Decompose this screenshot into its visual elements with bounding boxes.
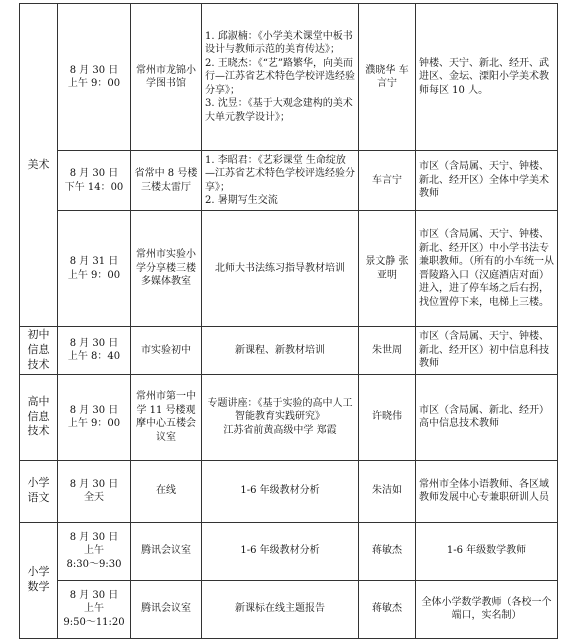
date-cell bbox=[58, 374, 131, 460]
date-cell bbox=[58, 4, 131, 151]
time-line: 上午 bbox=[84, 545, 104, 557]
date-line: 8 月 30 日 bbox=[69, 337, 119, 349]
content-line: 1. 李昭君：《艺彩课堂 生命绽放—江苏省艺术特色学校评选经验分享》； bbox=[205, 154, 355, 193]
time-line: 上午 8：40 bbox=[67, 351, 121, 363]
date-cell bbox=[58, 211, 131, 327]
table-row bbox=[20, 151, 558, 211]
content-line: 江苏省前黄高级中学 郑霞 bbox=[223, 424, 337, 436]
subject-cell: 小学数学 bbox=[20, 522, 58, 638]
content-cell bbox=[202, 151, 359, 211]
audience-cell: 市区（含局属、天宁、钟楼、新北、经开区）中小学书法专兼职教师。（所有的小车统一从晋陵路入口（汉庭酒店对面）进入，进了停车场之后右拐，找位置停下来，电梯上三楼。 bbox=[416, 211, 558, 327]
time-line: 上午 9：00 bbox=[67, 78, 121, 89]
time-line: 上午 bbox=[84, 603, 104, 615]
venue-cell: 省常中 8 号楼三楼太雷厅 bbox=[131, 151, 202, 211]
date-line: 8 月 30 日 bbox=[69, 531, 119, 543]
table-row bbox=[20, 374, 558, 460]
content-cell bbox=[202, 211, 359, 327]
content-line: 专题讲座：《基于实验的高中人工智能教育实践研究》 bbox=[207, 397, 353, 423]
audience-cell: 常州市全体小语教师、各区域教师发展中心专兼职研训人员 bbox=[416, 460, 558, 522]
date-cell bbox=[58, 580, 131, 638]
person-cell: 车言宁 bbox=[359, 151, 416, 211]
audience-cell: 钟楼、天宁、新北、经开、武进区、金坛、溧阳小学美术教师每区 10 人。 bbox=[416, 4, 558, 151]
venue-cell: 腾讯会议室 bbox=[131, 522, 202, 580]
time-line: 下午 14：00 bbox=[64, 181, 124, 193]
person-cell: 景文静 张亚明 bbox=[359, 211, 416, 327]
date-line: 8 月 30 日 bbox=[69, 589, 119, 601]
date-line: 8 月 30 日 bbox=[69, 478, 119, 490]
content-line: 新课标在线主题报告 bbox=[235, 603, 325, 615]
date-line: 8 月 30 日 bbox=[69, 64, 119, 76]
time-range-line: 9:50～11:20 bbox=[63, 616, 125, 628]
content-cell bbox=[202, 327, 359, 375]
content-cell bbox=[202, 460, 359, 522]
content-line: 2. 王晓杰：《“艺”路繁华，向美而行—江苏省艺术特色学校评选经验分享》； bbox=[205, 57, 355, 96]
person-cell: 蒋敏杰 bbox=[359, 580, 416, 638]
person-cell: 许晓伟 bbox=[359, 374, 416, 460]
venue-cell: 在线 bbox=[131, 460, 202, 522]
time-line: 上午 9：00 bbox=[67, 269, 121, 281]
subject-cell: 初中信息技术 bbox=[20, 327, 58, 375]
venue-cell: 腾讯会议室 bbox=[131, 580, 202, 638]
time-line: 上午 9：00 bbox=[67, 418, 121, 430]
content-line: 1-6 年级教材分析 bbox=[240, 545, 320, 557]
table-row bbox=[20, 327, 558, 375]
subject-cell: 小学语文 bbox=[20, 460, 58, 522]
date-cell bbox=[58, 460, 131, 522]
date-line: 8 月 30 日 bbox=[69, 404, 119, 416]
content-cell bbox=[202, 374, 359, 460]
content-line: 新课程、新教材培训 bbox=[235, 344, 325, 356]
content-cell bbox=[202, 580, 359, 638]
person-cell: 朱洁如 bbox=[359, 460, 416, 522]
date-cell bbox=[58, 327, 131, 375]
subject-cell: 美术 bbox=[20, 4, 58, 327]
table-row bbox=[20, 580, 558, 638]
table-row bbox=[20, 460, 558, 522]
table-row bbox=[20, 211, 558, 327]
time-range-line: 8:30～9:30 bbox=[66, 558, 122, 570]
table-row bbox=[20, 522, 558, 580]
audience-cell: 市区（含局属、天宁、钟楼、新北、经开区）初中信息科技教师 bbox=[416, 327, 558, 375]
date-line: 8 月 30 日 bbox=[69, 168, 119, 179]
content-line: 1. 邱淑楠：《小学美术课堂中板书设计与教师示范的美育传达》； bbox=[205, 30, 353, 56]
content-line: 北师大书法练习指导教材培训 bbox=[215, 262, 345, 274]
content-line: 1-6 年级教材分析 bbox=[240, 485, 320, 497]
audience-cell: 1-6 年级数学教师 bbox=[416, 522, 558, 580]
date-cell bbox=[58, 522, 131, 580]
venue-cell: 常州市第一中学 11 号楼观摩中心五楼会议室 bbox=[131, 374, 202, 460]
audience-cell: 市区（含局属、天宁、钟楼、新北、经开区）全体中学美术教师 bbox=[416, 151, 558, 211]
date-cell bbox=[58, 151, 131, 211]
venue-cell: 市实验初中 bbox=[131, 327, 202, 375]
time-line: 全天 bbox=[84, 492, 104, 504]
person-cell: 蒋敏杰 bbox=[359, 522, 416, 580]
table-row bbox=[20, 4, 558, 151]
training-schedule-table bbox=[19, 3, 558, 639]
audience-cell: 全体小学数学教师（各校一个端口，实名制） bbox=[416, 580, 558, 638]
subject-cell: 高中信息技术 bbox=[20, 374, 58, 460]
content-line: 3. 沈昱：《基于大观念建构的美术大单元教学设计》； bbox=[205, 98, 353, 123]
person-cell: 朱世周 bbox=[359, 327, 416, 375]
person-cell: 濮晓华 车言宁 bbox=[359, 4, 416, 151]
audience-cell: 市区（含局属、新北、经开）高中信息技术教师 bbox=[416, 374, 558, 460]
venue-cell: 常州市实验小学分享楼三楼多媒体教室 bbox=[131, 211, 202, 327]
content-cell bbox=[202, 4, 359, 151]
venue-cell: 常州市龙锦小学图书馆 bbox=[131, 4, 202, 151]
content-cell bbox=[202, 522, 359, 580]
date-line: 8 月 31 日 bbox=[69, 256, 119, 267]
content-line: 2. 暑期写生交流 bbox=[205, 195, 278, 206]
